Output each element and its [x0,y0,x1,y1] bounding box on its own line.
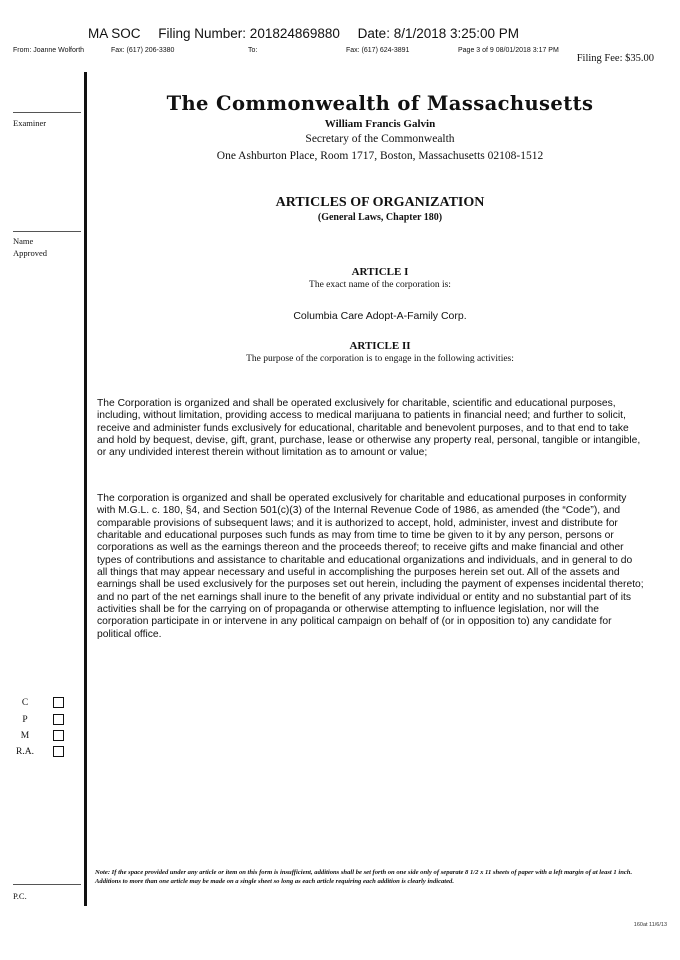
pc-rule [13,884,81,885]
purpose-paragraph-2[interactable]: The corporation is organized and shall be operated exclusively for charitable and educational purposes in conformity with M.G.L. c. 180, §4, and Section 501(c)(3) of the Internal Revenue Code of 1986, as amended (the “Code”), and comparable provisions of subsequent laws; and it is authorized to accept, hold, administer, invest and distribute for charitable and educational purposes such funds as may from time to time be given to it by any person, persons or corporations as well as the earnings thereon and the proceeds thereof; to receive gifts and make financial and other types of contributions and assistance to charitable and educational organizations and individuals, and in general to do all things that may appear necessary and useful in accomplishing the purposes herein set out. All of the assets and earnings shall be used exclusively for the purposes set out herein, including the payment of expenses incidental thereto; and no part of the net earnings shall inure to the benefit of any private individual or entity and no substantial part of its activities shall be for the carrying on of propaganda or otherwise attempting to influence legislation, nor will the corporation participate in or intervene in any political campaign on behalf of (or in opposition to) any candidate for political office. [97,493,644,640]
article-1-heading: ARTICLE I [351,266,409,278]
examiner-rule [13,112,81,113]
name-label: Name [13,236,34,246]
form-code: 160at 11/6/13 [633,922,667,928]
agency-label: MA SOC [88,26,141,41]
purpose-paragraph-1[interactable]: The Corporation is organized and shall be operated exclusively for charitable, scientific and educational purposes, including, without limitation, providing access to medical marijuana to patients in financial need; and further to solicit, receive and administer funds exclusively for educational, charitable and benevolent purposes, and to that end to take and hold by bequest, devise, gift, grant, purchase, lease or otherwise any property real, personal, tangible or intangible, or any undivided interest therein without limitation as to amount or value; [97,398,641,459]
fax-from: From: Joanne Wolforth [13,47,85,54]
commonwealth-title: The Commonwealth of Massachusetts [166,92,594,115]
pc-label: P.C. [13,891,27,901]
checkbox-ra[interactable] [53,746,64,757]
fax-page: Page 3 of 9 08/01/2018 3:17 PM [458,47,559,54]
name-approved-rule [13,231,81,232]
checkbox-row-p [12,714,72,726]
examiner-label: Examiner [13,118,47,128]
checkbox-row-m [12,730,72,742]
checkbox-label-ra: R.A. [16,747,34,757]
fax-from-number: Fax: (617) 206-3380 [111,47,175,54]
article-2-prompt: The purpose of the corporation is to engage in the following activities: [246,354,514,364]
checkbox-row-ra [12,746,72,758]
fax-to: To: [248,47,258,54]
article-2-heading: ARTICLE II [349,340,411,352]
filing-fee: Filing Fee: $35.00 [576,53,654,64]
filing-date: Date: 8/1/2018 3:25:00 PM [357,26,520,41]
checkbox-m[interactable] [53,730,64,741]
footer-note: Note: If the space provided under any article or item on this form is insufficient, additions shall be set forth on one side only of separate 8 1/2 x 11 sheets of paper with a left margin of at least 1 inch. Additions to more than one article may be made on a single sheet so long as each article requiring each addition is clearly indicated. [95,869,633,885]
filing-number: Filing Number: 201824869880 [158,26,340,41]
checkbox-label-m: M [20,731,30,741]
form-subtitle: (General Laws, Chapter 180) [317,212,443,223]
filing-header [88,26,533,41]
checkbox-c[interactable] [53,697,64,708]
checkbox-p[interactable] [53,714,64,725]
approved-label: Approved [13,248,47,258]
checkbox-label-p: P [22,715,28,725]
form-title: ARTICLES OF ORGANIZATION [275,195,485,210]
corporation-name-field[interactable]: Columbia Care Adopt-A-Family Corp. [293,310,467,322]
checkbox-label-c: C [21,698,29,708]
fax-to-number: Fax: (617) 624-3891 [346,47,410,54]
article-1-prompt: The exact name of the corporation is: [309,280,451,290]
official-name: William Francis Galvin [324,118,436,130]
checkbox-row-c [12,697,72,709]
office-address: One Ashburton Place, Room 1717, Boston, Massachusetts 02108-1512 [216,150,544,162]
margin-divider [84,72,87,906]
official-title: Secretary of the Commonwealth [305,133,455,145]
